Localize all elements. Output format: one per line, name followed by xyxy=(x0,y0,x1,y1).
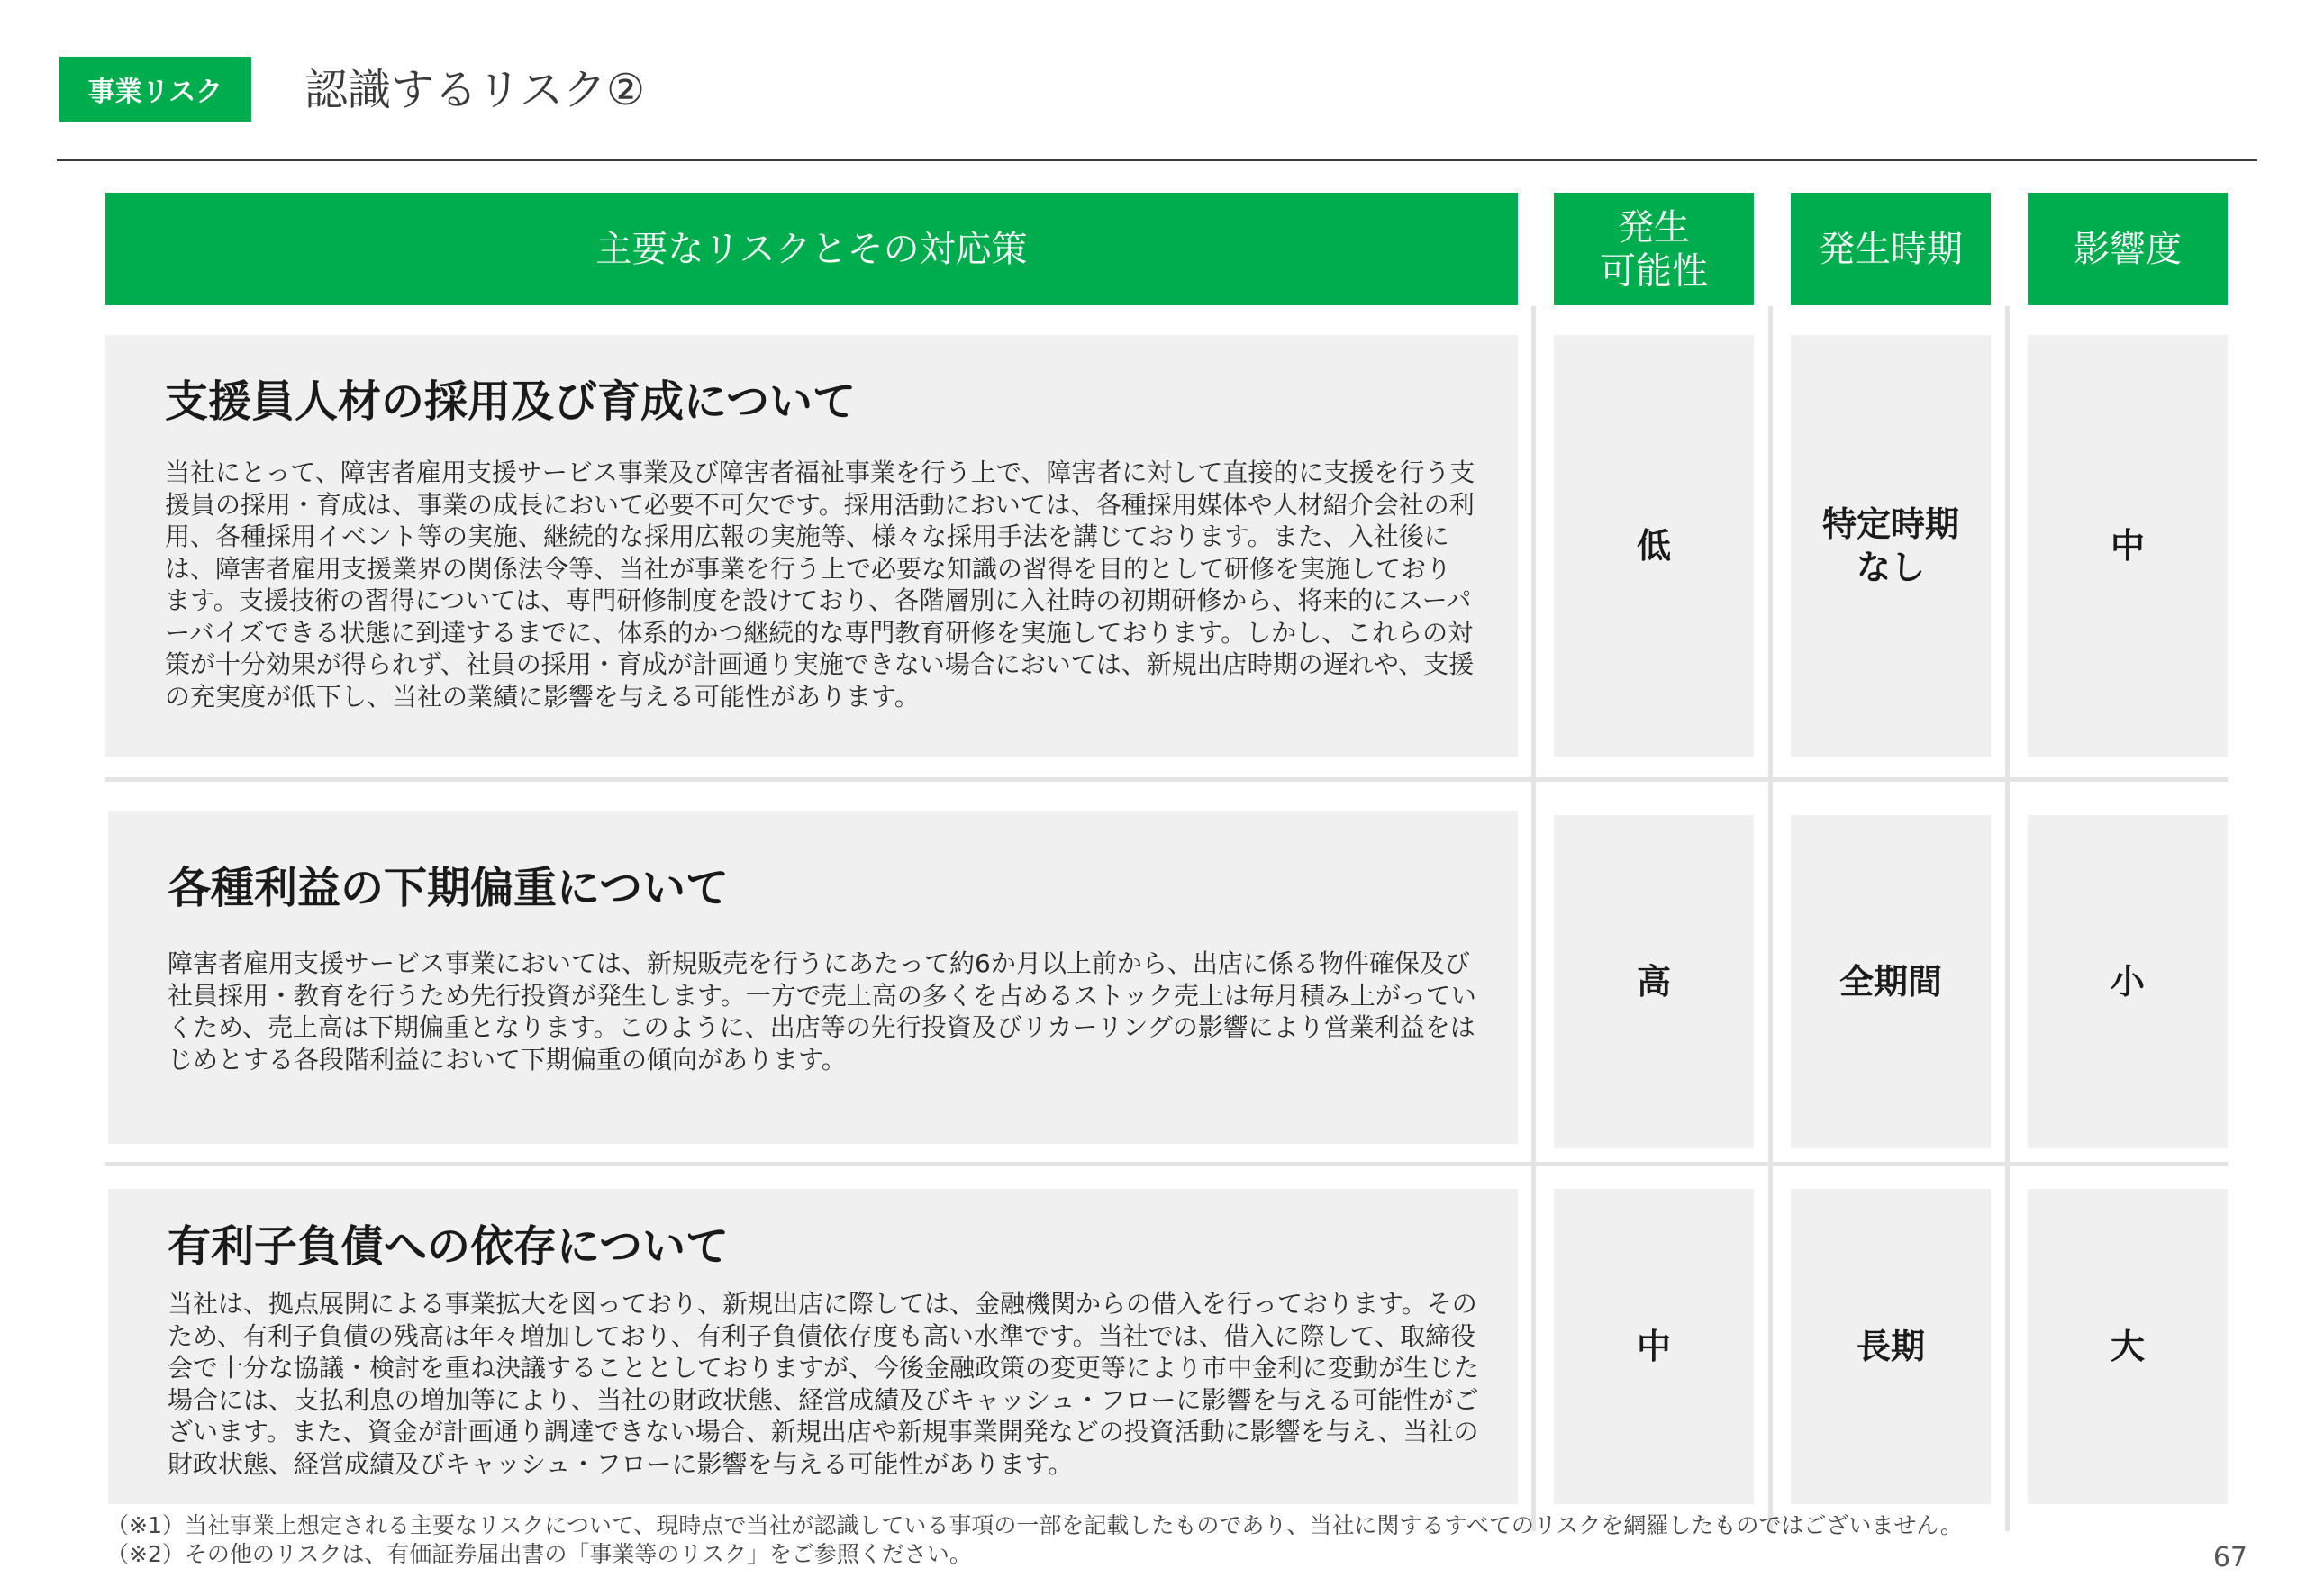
risk-card xyxy=(108,811,1518,1144)
section-tag: 事業リスク xyxy=(59,57,251,122)
row-separator xyxy=(105,777,2228,782)
risk-body: 当社にとって、障害者雇用支援サービス事業及び障害者福祉事業を行う上で、障害者に対して直接的に支援を行う支援員の採用・育成は、事業の成長において必要不可欠です。採用活動においては、各種採用媒体や人材紹介会社の利用、各種採用イベント等の実施、継続的な採用広報の実施等、様々な採用手法を講じております。また、入社後には、障害者雇用支援業界の関係法令等、当社が事業を行う上で必要な知識の習得を目的として研修を実施しております。支援技術の習得については、専門研修制度を設けており、各階層別に入社時の初期研修から、将来的にスーパーバイズできる状態に到達するまでに、体系的かつ継続的な専門教育研修を実施しております。しかし、これらの対策が十分効果が得られず、社員の採用・育成が計画通り実施できない場合においては、新規出店時期の遅れや、支援の充実度が低下し、当社の業績に影響を与える可能性があります。 xyxy=(165,458,1475,712)
column-separator xyxy=(2005,306,2010,1531)
header-likelihood-line1: 発生 xyxy=(1618,206,1690,249)
timing-cell xyxy=(1791,335,1991,757)
footnote: （※1）当社事業上想定される主要なリスクについて、現時点で当社が認識している事項の一部を記載したものであり、当社に関するすべてのリスクを網羅したものではございません。 xyxy=(106,1512,1963,1538)
risk-heading: 有利子負債への依存について xyxy=(168,1221,730,1272)
timing-cell: 長期 xyxy=(1791,1189,1991,1504)
header-timing: 発生時期 xyxy=(1791,193,1991,305)
risk-card xyxy=(105,335,1518,757)
impact-cell: 中 xyxy=(2028,335,2228,757)
risk-body: 障害者雇用支援サービス事業においては、新規販売を行うにあたって約6か月以上前から、出店に係る物件確保及び社員採用・教育を行うため先行投資が発生します。一方で売上高の多くを占めるストック売上は毎月積み上がっていくため、売上高は下期偏重となります。このように、出店等の先行投資及びリカーリングの影響により営業利益をはじめとする各段階利益において下期偏重の傾向があります。 xyxy=(168,948,1476,1075)
page-number: 67 xyxy=(2212,1542,2247,1573)
header-likelihood-line2: 可能性 xyxy=(1600,249,1708,292)
risk-card xyxy=(108,1189,1518,1504)
impact-cell: 大 xyxy=(2028,1189,2228,1504)
impact-cell: 小 xyxy=(2028,815,2228,1148)
timing-line2: なし xyxy=(1856,548,1925,587)
risk-body: 当社は、拠点展開による事業拡大を図っており、新規出店に際しては、金融機関からの借入を行っております。そのため、有利子負債の残高は年々増加しており、有利子負債依存度も高い水準です。当社では、借入に際して、取締役会で十分な協議・検討を重ね決議することとしておりますが、今後金融政策の変更等により市中金利に変動が生じた場合には、支払利息の増加等により、当社の財政状態、経営成績及びキャッシュ・フローに影響を与える可能性がございます。また、資金が計画通り調達できない場合、新規出店や新規事業開発などの投資活動に影響を与え、当社の財政状態、経営成績及びキャッシュ・フローに影響を与える可能性があります。 xyxy=(168,1289,1480,1479)
header-impact: 影響度 xyxy=(2028,193,2228,305)
timing-cell: 全期間 xyxy=(1791,815,1991,1148)
likelihood-cell: 高 xyxy=(1554,815,1754,1148)
title-divider xyxy=(57,159,2257,161)
risk-heading: 支援員人材の採用及び育成について xyxy=(165,376,857,427)
footnote: （※2）その他のリスクは、有価証券届出書の「事業等のリスク」をご参照ください。 xyxy=(106,1541,972,1567)
likelihood-cell: 低 xyxy=(1554,335,1754,757)
column-separator xyxy=(1768,306,1773,1531)
header-main: 主要なリスクとその対応策 xyxy=(105,193,1518,305)
risk-heading: 各種利益の下期偏重について xyxy=(168,863,730,913)
likelihood-cell: 中 xyxy=(1554,1189,1754,1504)
row-separator xyxy=(105,1162,2228,1166)
column-separator xyxy=(1531,306,1536,1531)
page-title: 認識するリスク② xyxy=(304,65,646,115)
footnotes xyxy=(106,1511,1963,1569)
timing-line1: 特定時期 xyxy=(1821,504,1959,544)
header-likelihood xyxy=(1554,193,1754,305)
